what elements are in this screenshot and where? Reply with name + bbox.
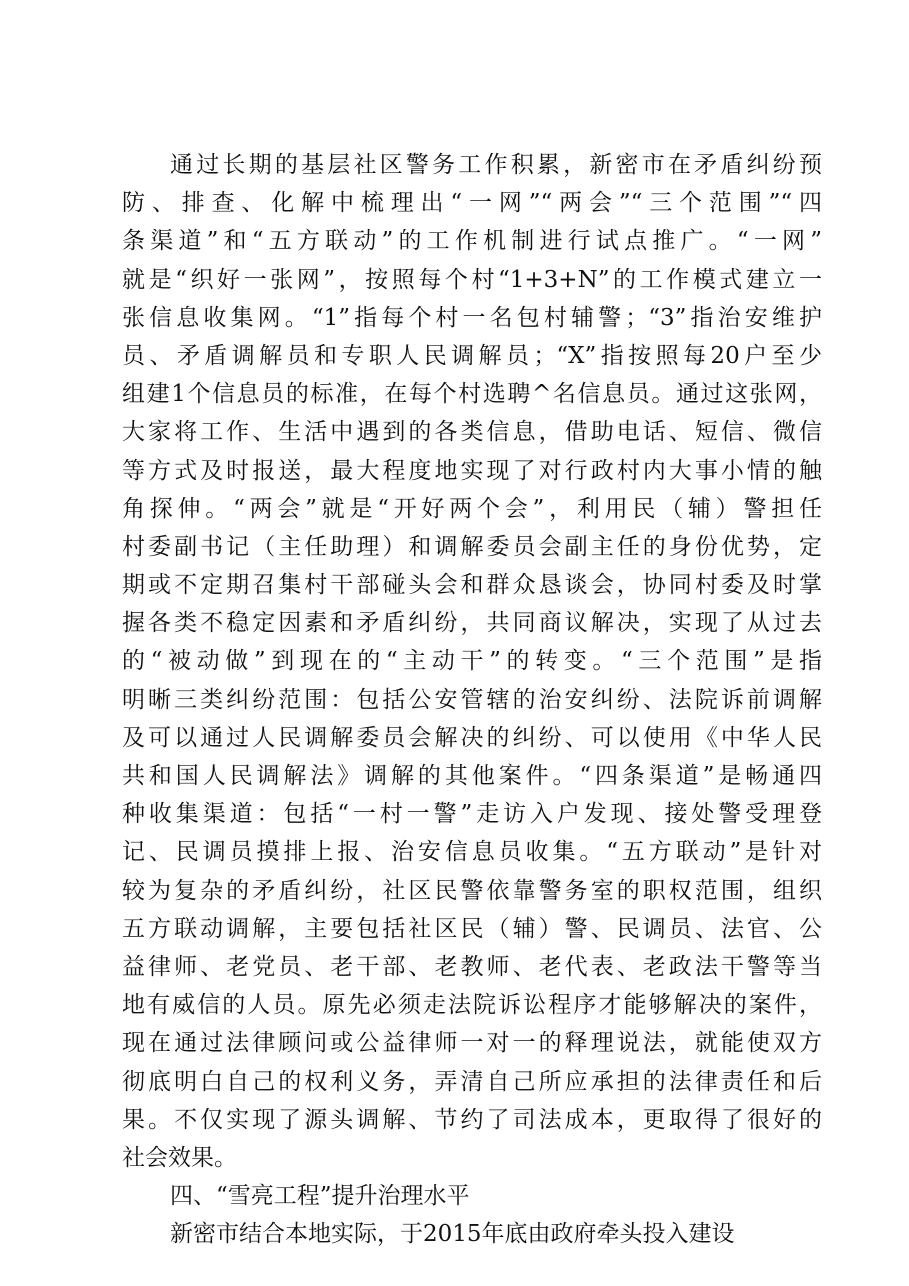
text-line: 张信息收集网。“1”指每个村一名包村辅警；“3”指治安维护 — [122, 304, 822, 331]
text-line: 通过长期的基层社区警务工作积累，新密市在矛盾纠纷预 — [170, 152, 822, 178]
text-line: 大家将工作、生活中遇到的各类信息，借助电话、短信、微信 — [122, 419, 822, 446]
text-line: 握各类不稳定因素和矛盾纠纷，共同商议解决，实现了从过去 — [122, 610, 822, 637]
text-line: 就是“织好一张网”，按照每个村“1+3+N”的工作模式建立一 — [122, 266, 822, 293]
text-line: 种收集渠道：包括“一村一警”走访入户发现、接处警受理登 — [122, 801, 822, 828]
text-line: 地有威信的人员。原先必须走法院诉讼程序才能够解决的案件， — [122, 992, 822, 1019]
text-line: 村委副书记（主任助理）和调解委员会副主任的身份优势，定 — [122, 533, 822, 560]
text-line: 较为复杂的矛盾纠纷，社区民警依靠警务室的职权范围，组织 — [122, 877, 822, 904]
text-line: 的“被动做”到现在的“主动干”的转变。“三个范围”是指 — [122, 648, 822, 675]
text-line: 共和国人民调解法》调解的其他案件。“四条渠道”是畅通四 — [122, 763, 822, 789]
text-line: 四、“雪亮工程”提升治理水平 — [170, 1183, 470, 1210]
text-line: 员、矛盾调解员和专职人民调解员；“X”指按照每20户至少 — [122, 342, 822, 369]
text-line: 期或不定期召集村干部碰头会和群众恳谈会，协同村委及时掌 — [122, 572, 822, 599]
text-line: 条渠道”和“五方联动”的工作机制进行试点推广。“一网” — [122, 228, 822, 255]
paragraph — [122, 1215, 822, 1253]
text-line: 角探伸。“两会”就是“开好两个会”，利用民（辅）警担任 — [122, 495, 822, 522]
text-line: 五方联动调解，主要包括社区民（辅）警、民调员、法官、公 — [122, 915, 822, 942]
text-line: 防、排查、化解中梳理出“一网”“两会”“三个范围”“四 — [122, 190, 822, 217]
text-line: 新密市结合本地实际，于2015年底由政府牵头投入建设 — [170, 1221, 735, 1248]
text-line: 现在通过法律顾问或公益律师一对一的释理说法，就能使双方 — [122, 1030, 822, 1057]
document-body — [122, 146, 822, 1253]
text-line: 明晰三类纠纷范围：包括公安管辖的治安纠纷、法院诉前调解 — [122, 686, 822, 713]
text-line: 记、民调员摸排上报、治安信息员收集。“五方联动”是针对 — [122, 839, 822, 866]
text-line: 社会效果。 — [122, 1144, 237, 1171]
text-line: 及可以通过人民调解委员会解决的纠纷、可以使用《中华人民 — [122, 724, 822, 751]
section-heading — [122, 1177, 822, 1215]
text-line: 果。不仅实现了源头调解、节约了司法成本，更取得了很好的 — [122, 1106, 822, 1133]
text-line: 彻底明白自己的权利义务，弄清自己所应承担的法律责任和后 — [122, 1068, 822, 1095]
text-line: 益律师、老党员、老干部、老教师、老代表、老政法干警等当 — [122, 953, 822, 980]
paragraph — [122, 146, 822, 1177]
text-line: 等方式及时报送，最大程度地实现了对行政村内大事小情的触 — [122, 457, 822, 484]
text-line: 组建1个信息员的标准，在每个村选聘^名信息员。通过这张网， — [122, 381, 822, 408]
